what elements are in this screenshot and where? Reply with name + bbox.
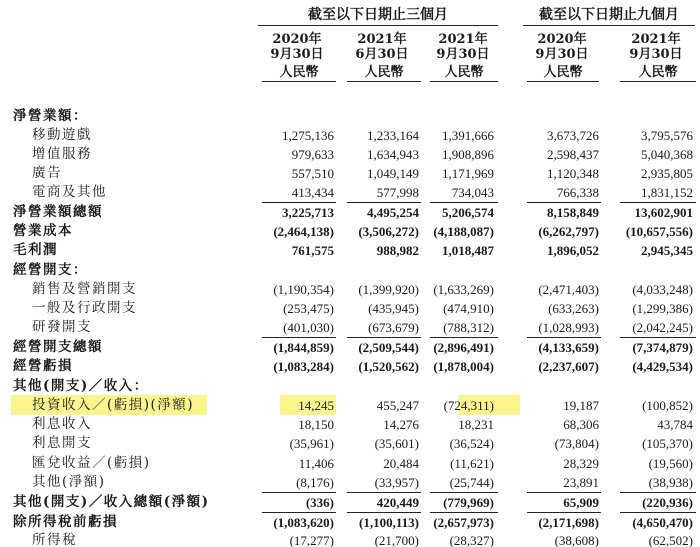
row-value: (4,429,534): [632, 359, 693, 374]
row-value: 4,495,254: [367, 205, 419, 220]
row-value: 1,018,487: [442, 243, 494, 258]
row-value: (336): [305, 495, 334, 510]
column-year: 2021年: [438, 32, 488, 47]
row-value: (73,804): [554, 436, 599, 451]
row-value: (1,878,004): [433, 359, 494, 374]
row-value: (105,370): [642, 436, 693, 451]
column-year: 2021年: [357, 32, 407, 47]
row-value: (2,896,491): [433, 340, 494, 355]
row-value: (1,399,920): [358, 282, 419, 297]
row-value: (435,945): [368, 301, 419, 316]
row-value: 11,406: [298, 456, 334, 471]
row-label: 銷售及營銷開支: [32, 281, 137, 297]
row-value: (1,190,354): [273, 282, 334, 297]
row-label: 毛利潤: [13, 242, 58, 258]
rule-line: [527, 512, 601, 513]
row-value: (25,744): [449, 475, 494, 490]
row-value: 1,120,348: [547, 166, 599, 181]
row-value: (2,471,403): [538, 282, 599, 297]
row-value: 3,673,726: [547, 128, 599, 143]
statement-row: [0, 299, 700, 318]
row-value: (724,311): [443, 398, 494, 413]
statement-row: [0, 203, 700, 222]
statement-row: [0, 473, 700, 492]
row-value: 420,449: [376, 495, 419, 510]
row-label: 增值服務: [32, 146, 92, 162]
row-value: 18,231: [458, 417, 494, 432]
row-value: (4,650,470): [632, 515, 693, 530]
row-label: 其他(開支)／收入總額(淨額): [13, 494, 210, 510]
column-currency: 人民幣: [430, 65, 498, 82]
statement-row: [0, 164, 700, 183]
row-value: 18,150: [298, 417, 334, 432]
row-value: (2,509,544): [358, 340, 419, 355]
row-value: (1,100,113): [359, 515, 419, 530]
statement-row: [0, 183, 700, 202]
statement-row: [0, 434, 700, 453]
row-value: (1,083,620): [273, 515, 334, 530]
statement-row: [0, 145, 700, 164]
row-value: 14,276: [383, 417, 419, 432]
row-label: 經營虧損: [13, 358, 73, 374]
row-value: 455,247: [376, 398, 419, 413]
row-value: 413,434: [291, 185, 334, 200]
statement-row: [0, 222, 700, 241]
column-year: 2021年: [631, 32, 681, 47]
row-value: (6,262,797): [538, 224, 599, 239]
row-label: 其他(淨額): [32, 474, 106, 490]
column-currency: 人民幣: [620, 65, 696, 82]
row-value: (38,608): [554, 533, 599, 547]
column-date: 9月30日: [270, 47, 324, 62]
statement-row: [0, 513, 700, 532]
row-value: (4,033,248): [632, 282, 693, 297]
row-value: (2,657,973): [433, 515, 494, 530]
row-label: 電商及其他: [32, 184, 107, 200]
row-value: 2,598,437: [547, 147, 599, 162]
row-value: 1,634,943: [367, 147, 419, 162]
row-value: (1,633,269): [433, 282, 494, 297]
statement-row: [0, 261, 700, 280]
row-value: 5,206,574: [442, 205, 494, 220]
statement-row: [0, 318, 700, 337]
statement-row: [0, 280, 700, 299]
row-value: 3,225,713: [282, 205, 334, 220]
rule-line: [262, 337, 336, 338]
column-currency: 人民幣: [527, 65, 599, 82]
row-value: 1,233,164: [367, 128, 419, 143]
row-value: (4,188,087): [433, 224, 494, 239]
column-currency: 人民幣: [347, 65, 421, 82]
row-value: (8,176): [296, 475, 334, 490]
rule-line: [430, 512, 498, 513]
row-label: 淨營業額總額: [13, 204, 103, 220]
column-date: 9月30日: [436, 47, 490, 62]
row-value: (11,621): [450, 456, 494, 471]
row-value: (673,679): [368, 320, 419, 335]
column-date: 9月30日: [535, 47, 589, 62]
row-label: 除所得稅前虧損: [13, 514, 118, 530]
rule-line: [347, 512, 421, 513]
row-value: (788,312): [443, 320, 494, 335]
row-label: 移動遊戲: [32, 127, 92, 143]
statement-row: [0, 454, 700, 473]
row-label: 研發開支: [32, 319, 92, 335]
rule-line: [347, 337, 421, 338]
row-value: (35,601): [374, 436, 419, 451]
row-value: (1,844,859): [273, 340, 334, 355]
row-value: 28,329: [563, 456, 599, 471]
row-value: (1,083,284): [273, 359, 334, 374]
statement-row: [0, 493, 700, 512]
row-label: 經營開支總額: [13, 339, 103, 355]
row-value: (633,263): [548, 301, 599, 316]
row-value: 14,245: [298, 398, 334, 413]
row-value: 19,187: [563, 398, 599, 413]
row-label: 淨營業額：: [13, 108, 88, 124]
column-date: 9月30日: [629, 47, 683, 62]
statement-row: [0, 241, 700, 260]
row-value: 8,158,849: [547, 205, 599, 220]
rule-line: [430, 337, 498, 338]
row-value: (3,506,272): [358, 224, 419, 239]
row-value: (7,374,879): [632, 340, 693, 355]
row-value: (779,969): [443, 495, 494, 510]
row-value: 577,998: [376, 185, 419, 200]
row-value: 979,633: [291, 147, 334, 162]
row-value: 20,484: [383, 456, 419, 471]
column-year: 2020年: [272, 32, 322, 47]
row-label: 其他(開支)／收入：: [13, 378, 149, 394]
row-value: 43,784: [657, 417, 693, 432]
row-value: (21,700): [374, 533, 419, 547]
row-label: 匯兌收益／(虧損): [32, 455, 151, 471]
row-value: 988,982: [376, 243, 419, 258]
row-value: 1,831,152: [641, 185, 693, 200]
row-label: 利息開支: [32, 435, 92, 451]
statement-row: [0, 415, 700, 434]
row-value: (36,524): [449, 436, 494, 451]
row-value: (2,171,698): [538, 515, 599, 530]
statement-row: [0, 107, 700, 126]
rule-line: [430, 202, 498, 203]
row-label: 廣告: [32, 165, 62, 181]
rule-line: [620, 337, 696, 338]
row-value: (19,560): [648, 456, 693, 471]
row-value: (10,657,556): [625, 224, 693, 239]
row-value: (401,030): [283, 320, 334, 335]
row-value: (1,520,562): [358, 359, 419, 374]
statement-row: [0, 126, 700, 145]
row-value: 65,909: [563, 495, 599, 510]
statement-row: [0, 377, 700, 396]
row-value: (35,961): [289, 436, 334, 451]
row-value: (1,299,386): [632, 301, 693, 316]
rule-line: [262, 512, 336, 513]
rule-line: [430, 492, 498, 493]
rule-line: [527, 492, 601, 493]
row-label: 投資收入／(虧損)(淨額): [32, 397, 195, 413]
rule-line: [527, 202, 601, 203]
row-value: (253,475): [283, 301, 334, 316]
row-value: 1,896,052: [547, 243, 599, 258]
rule-line: [620, 512, 696, 513]
row-value: 2,945,345: [641, 243, 693, 258]
row-value: 2,935,805: [641, 166, 693, 181]
row-value: 1,171,969: [442, 166, 494, 181]
row-label: 經營開支：: [13, 262, 88, 278]
header-group-nine-months: 截至以下日期止九個月: [523, 6, 695, 26]
row-value: 3,795,576: [641, 128, 693, 143]
row-value: (100,852): [642, 398, 693, 413]
row-value: 5,040,368: [641, 147, 693, 162]
row-value: 1,275,136: [282, 128, 334, 143]
row-value: (2,237,607): [538, 359, 599, 374]
row-value: 13,602,901: [634, 205, 693, 220]
row-value: (62,502): [648, 533, 693, 547]
row-label: 營業成本: [13, 223, 73, 239]
statement-row: [0, 531, 700, 547]
row-value: 557,510: [291, 166, 334, 181]
rule-line: [620, 492, 696, 493]
rule-line: [262, 202, 336, 203]
row-value: 761,575: [291, 243, 334, 258]
rule-line: [347, 492, 421, 493]
row-value: (38,938): [648, 475, 693, 490]
row-value: (2,464,138): [273, 224, 334, 239]
row-label: 利息收入: [32, 416, 92, 432]
row-value: (17,277): [289, 533, 334, 547]
rule-line: [262, 492, 336, 493]
row-value: (1,028,993): [538, 320, 599, 335]
statement-row: [0, 357, 700, 376]
statement-row: [0, 338, 700, 357]
row-value: (220,936): [642, 495, 693, 510]
column-year: 2020年: [537, 32, 587, 47]
row-label: 所得稅: [32, 532, 77, 547]
header-group-three-months: 截至以下日期止三個月: [258, 6, 498, 26]
statement-row: [0, 396, 700, 415]
row-value: 1,391,666: [442, 128, 494, 143]
rule-line: [527, 337, 601, 338]
row-value: (33,957): [374, 475, 419, 490]
rule-line: [620, 202, 696, 203]
row-value: (2,042,245): [632, 320, 693, 335]
row-value: 1,049,149: [367, 166, 419, 181]
row-value: 734,043: [451, 185, 494, 200]
row-value: 1,908,896: [442, 147, 494, 162]
row-value: 23,891: [563, 475, 599, 490]
row-value: 766,338: [556, 185, 599, 200]
column-currency: 人民幣: [262, 65, 336, 82]
row-value: 68,306: [563, 417, 599, 432]
column-date: 6月30日: [355, 47, 409, 62]
row-value: (4,133,659): [538, 340, 599, 355]
row-label: 一般及行政開支: [32, 300, 137, 316]
row-value: (28,327): [449, 533, 494, 547]
row-value: (474,910): [443, 301, 494, 316]
rule-line: [347, 202, 421, 203]
